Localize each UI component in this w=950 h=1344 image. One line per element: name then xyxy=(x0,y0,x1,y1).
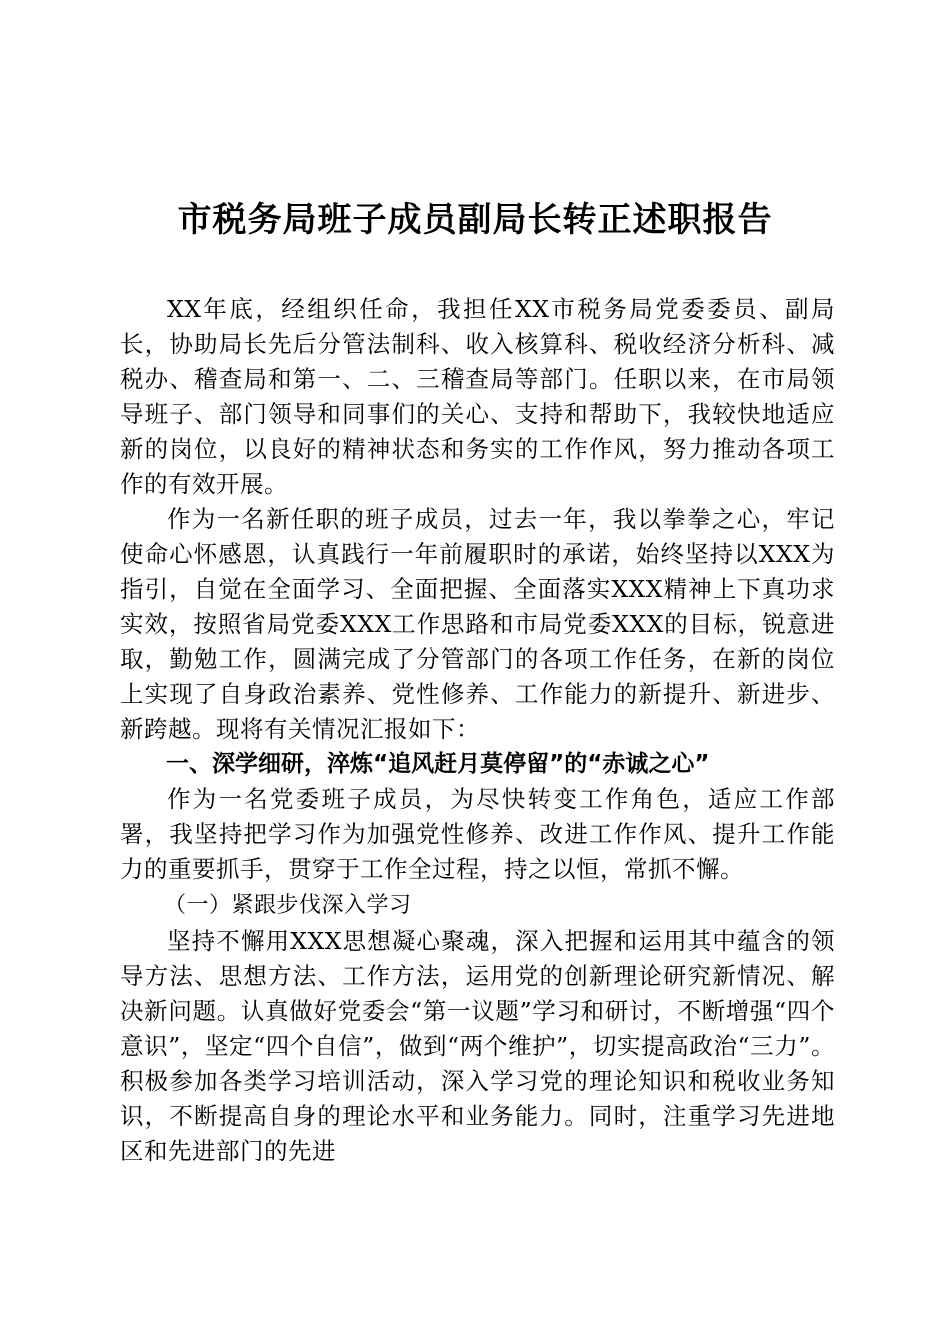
paragraph-section-intro: 作为一名党委班子成员，为尽快转变工作角色，适应工作部署，我坚持把学习作为加强党性修养、改进工作作风、提升工作能力的重要抓手，贯穿于工作全过程，持之以恒，常抓不懈。 xyxy=(120,785,835,883)
document-body xyxy=(120,292,835,1169)
document-title: 市税务局班子成员副局长转正述职报告 xyxy=(177,200,773,240)
paragraph-subsection: 坚持不懈用XXX思想凝心聚魂，深入把握和运用其中蕴含的领导方法、思想方法、工作方法，运用党的创新理论研究新情况、解决新问题。认真做好党委会“第一议题”学习和研讨，不断增强“四个意识”，坚定“四个自信”，做到“两个维护”，切实提高政治“三力”。积极参加各类学习培训活动，深入学习党的理论知识和税收业务知识，不断提高自身的理论水平和业务能力。同时，注重学习先进地区和先进部门的先进 xyxy=(120,927,835,1165)
subsection-heading: （一）紧跟步伐深入学习 xyxy=(164,893,412,918)
paragraph-overview: 作为一名新任职的班子成员，过去一年，我以拳拳之心，牢记使命心怀感恩，认真践行一年前履职时的承诺，始终坚持以XXX为指引，自觉在全面学习、全面把握、全面落实XXX精神上下真功求实效，按照省局党委XXX工作思路和市局党委XXX的目标，锐意进取，勤勉工作，圆满完成了分管部门的各项工作任务，在新的岗位上实现了自身政治素养、党性修养、工作能力的新提升、新进步、新跨越。现将有关情况汇报如下： xyxy=(120,505,835,743)
section-heading: 一、深学细研，淬炼“追风赶月莫停留”的“赤诚之心” xyxy=(166,751,710,777)
paragraph-intro: XX年底，经组织任命，我担任XX市税务局党委委员、副局长，协助局长先后分管法制科、收入核算科、税收经济分析科、减税办、稽查局和第一、二、三稽查局等部门。任职以来，在市局领导班子、部门领导和同事们的关心、支持和帮助下，我较快地适应新的岗位，以良好的精神状态和务实的工作作风，努力推动各项工作的有效开展。 xyxy=(120,295,835,498)
